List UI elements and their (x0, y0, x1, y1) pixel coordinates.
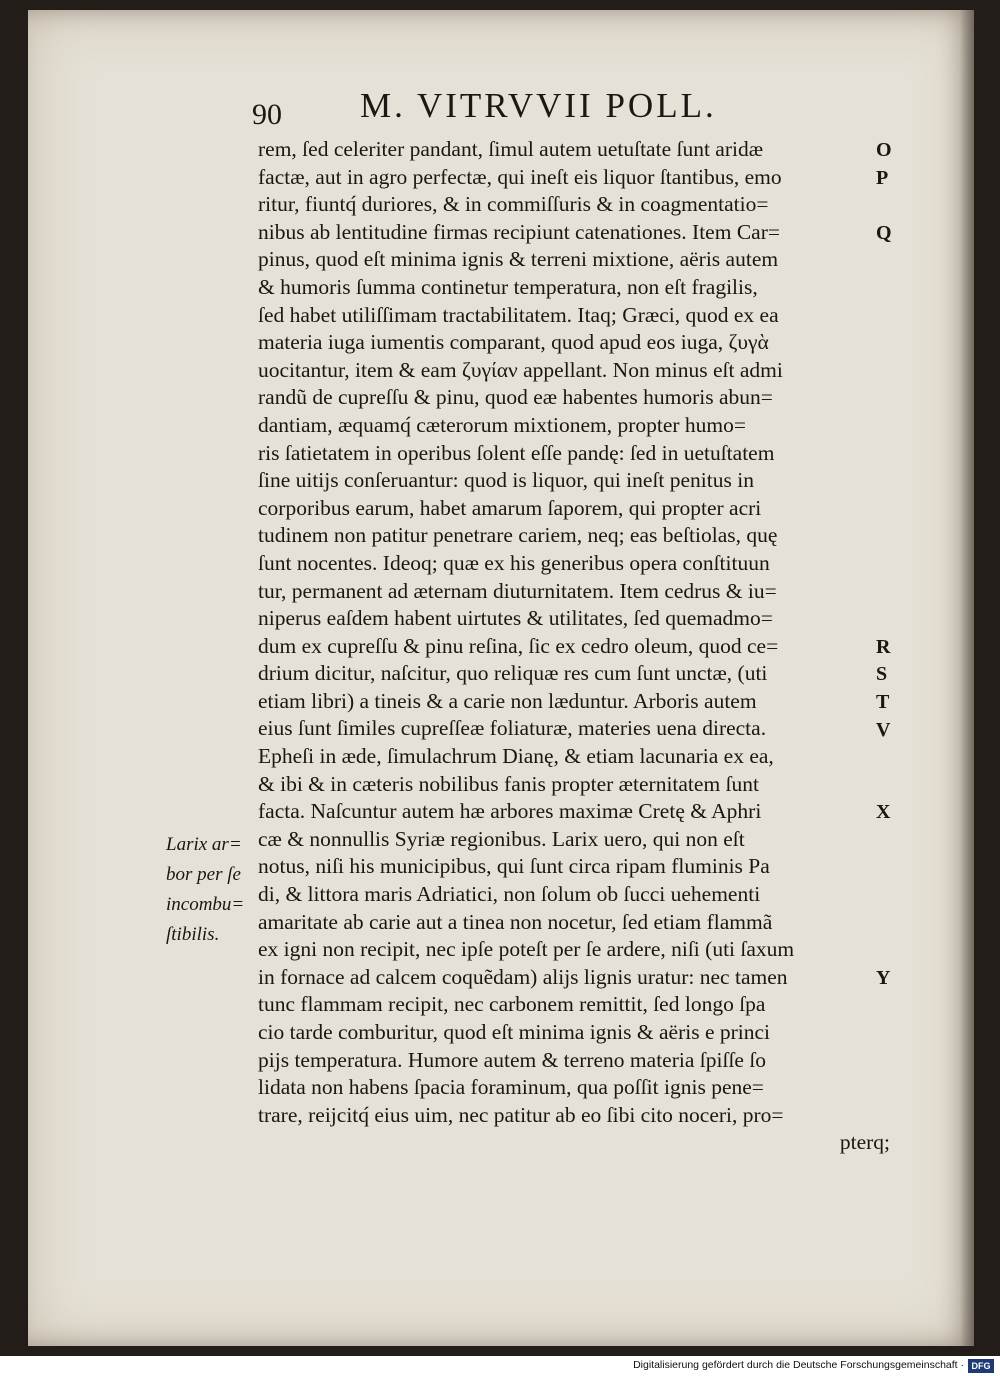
text-line: ſed habet utiliſſimam tractabilitatem. Itaq; Græci, quod ex ea (258, 302, 779, 327)
text-line: pterq; (839, 1130, 890, 1155)
text-line: rem, ſed celeriter pandant, ſimul autem uetuſtate ſunt aridæ (258, 137, 764, 161)
page-header (252, 86, 872, 136)
text-line: materia iuga iumentis comparant, quod apud eos iuga, ζυγὰ (258, 330, 769, 355)
text-line: ris ſatietatem in operibus ſolent eſſe pandę: ſed in uetuſtatem (258, 440, 775, 465)
margin-reference-letter: V (876, 718, 891, 741)
text-line: tunc flammam recipit, nec carbonem remittit, ſed longo ſpa (258, 992, 766, 1017)
text-line: ritur, fiuntq́ duriores, & in commiſſuris & in coagmentatio= (258, 192, 769, 217)
margin-reference-letter: Y (876, 967, 891, 989)
text-line: dum ex cupreſſu & pinu reſina, ſic ex cedro oleum, quod ce= (258, 633, 779, 658)
text-line: pinus, quod eſt minima ignis & terreni mixtione, aëris autem (258, 247, 779, 272)
margin-reference-letter: P (876, 166, 889, 189)
text-line: & humoris ſumma continetur temperatura, non eſt fragilis, (258, 274, 758, 299)
text-line: factæ, aut in agro perfectæ, qui ineſt eis liquor ſtantibus, emo (258, 164, 782, 189)
margin-reference-letter: R (876, 635, 891, 658)
text-line: drium dicitur, naſcitur, quo reliquæ res cum ſunt unctæ, (uti (258, 661, 768, 686)
funding-credit: Digitalisierung gefördert durch die Deutsche Forschungsgemeinschaft · (633, 1359, 964, 1371)
margin-reference-letter: X (876, 801, 891, 824)
margin-reference-letter: S (876, 663, 888, 686)
text-line: corporibus earum, habet amarum ſaporem, qui propter acri (258, 495, 762, 520)
footer-bar (0, 1356, 1000, 1376)
text-line: facta. Naſcuntur autem hæ arbores maximæ Cretę & Aphri (258, 799, 762, 824)
text-line: cio tarde comburitur, quod eſt minima ignis & aëris e princi (258, 1020, 771, 1044)
text-line: cæ & nonnullis Syriæ regionibus. Larix uero, qui non eſt (258, 826, 745, 851)
text-line: Epheſi in æde, ſimulachrum Dianę, & etiam lacunaria ex ea, (258, 744, 774, 769)
text-line: ſunt nocentes. Ideoq; quæ ex his generibus opera conſtituun (258, 550, 770, 575)
marginal-note-line: incombu= (166, 894, 245, 915)
text-line: & ibi & in cæteris nobilibus fanis propter æternitatem ſunt (258, 771, 759, 796)
text-line: lidata non habens ſpacia foraminum, qua poſſit ignis pene= (258, 1075, 764, 1100)
page-gutter-shadow (960, 10, 974, 1346)
text-line: randũ de cupreſſu & pinu, quod eæ habentes humoris abun= (258, 385, 773, 410)
body-text (258, 136, 890, 1157)
text-line: notus, niſi his municipibus, qui ſunt circa ripam fluminis Pa (258, 854, 770, 879)
marginal-note (166, 830, 262, 950)
text-line: in fornace ad calcem coquẽdam) alijs lignis uratur: nec tamen (258, 964, 788, 989)
text-line: tudinem non patitur penetrare cariem, neq; eas beſtiolas, quę (258, 523, 778, 548)
text-line: ex igni non recipit, nec ipſe poteſt per ſe ardere, niſi (uti ſaxum (258, 937, 795, 962)
text-line: tur, permanent ad æternam diuturnitatem. Item cedrus & iu= (258, 578, 777, 603)
dfg-logo: DFG (968, 1359, 994, 1373)
marginal-note-line: ſtibilis. (166, 924, 220, 945)
text-line: uocitantur, item & eam ζυγίαν appellant. Non minus eſt admi (258, 357, 783, 382)
text-line: eius ſunt ſimiles cupreſſeæ foliaturæ, materies uena directa. (258, 716, 767, 741)
margin-reference-letter: Q (876, 221, 892, 244)
text-line: pijs temperatura. Humore autem & terreno materia ſpiſſe ſo (258, 1047, 767, 1072)
text-line: ſine uitijs conſeruantur: quod is liquor, qui ineſt penitus in (258, 468, 754, 493)
text-line: dantiam, æquamq́ cæterorum mixtionem, propter humo= (258, 412, 747, 437)
margin-reference-letter: O (876, 139, 892, 161)
text-line: di, & littora maris Adriatici, non ſolum ob ſucci uehementi (258, 882, 761, 907)
running-head: M. VITRVVII POLL. (360, 86, 717, 125)
margin-reference-letter: T (876, 691, 890, 713)
page-number: 90 (252, 98, 282, 131)
text-line: trare, reijcitq́ eius uim, nec patitur ab eo ſibi cito noceri, pro= (258, 1102, 784, 1127)
text-line: amaritate ab carie aut a tinea non nocetur, ſed etiam flammã (258, 909, 773, 934)
text-line: nibus ab lentitudine firmas recipiunt catenationes. Item Car= (258, 219, 780, 244)
marginal-note-line: bor per ſe (166, 864, 241, 885)
text-line: etiam libri) a tineis & a carie non læduntur. Arboris autem (258, 688, 757, 713)
marginal-note-line: Larix ar= (166, 834, 242, 855)
text-line: niperus eaſdem habent uirtutes & utilitates, ſed quemadmo= (258, 606, 773, 631)
